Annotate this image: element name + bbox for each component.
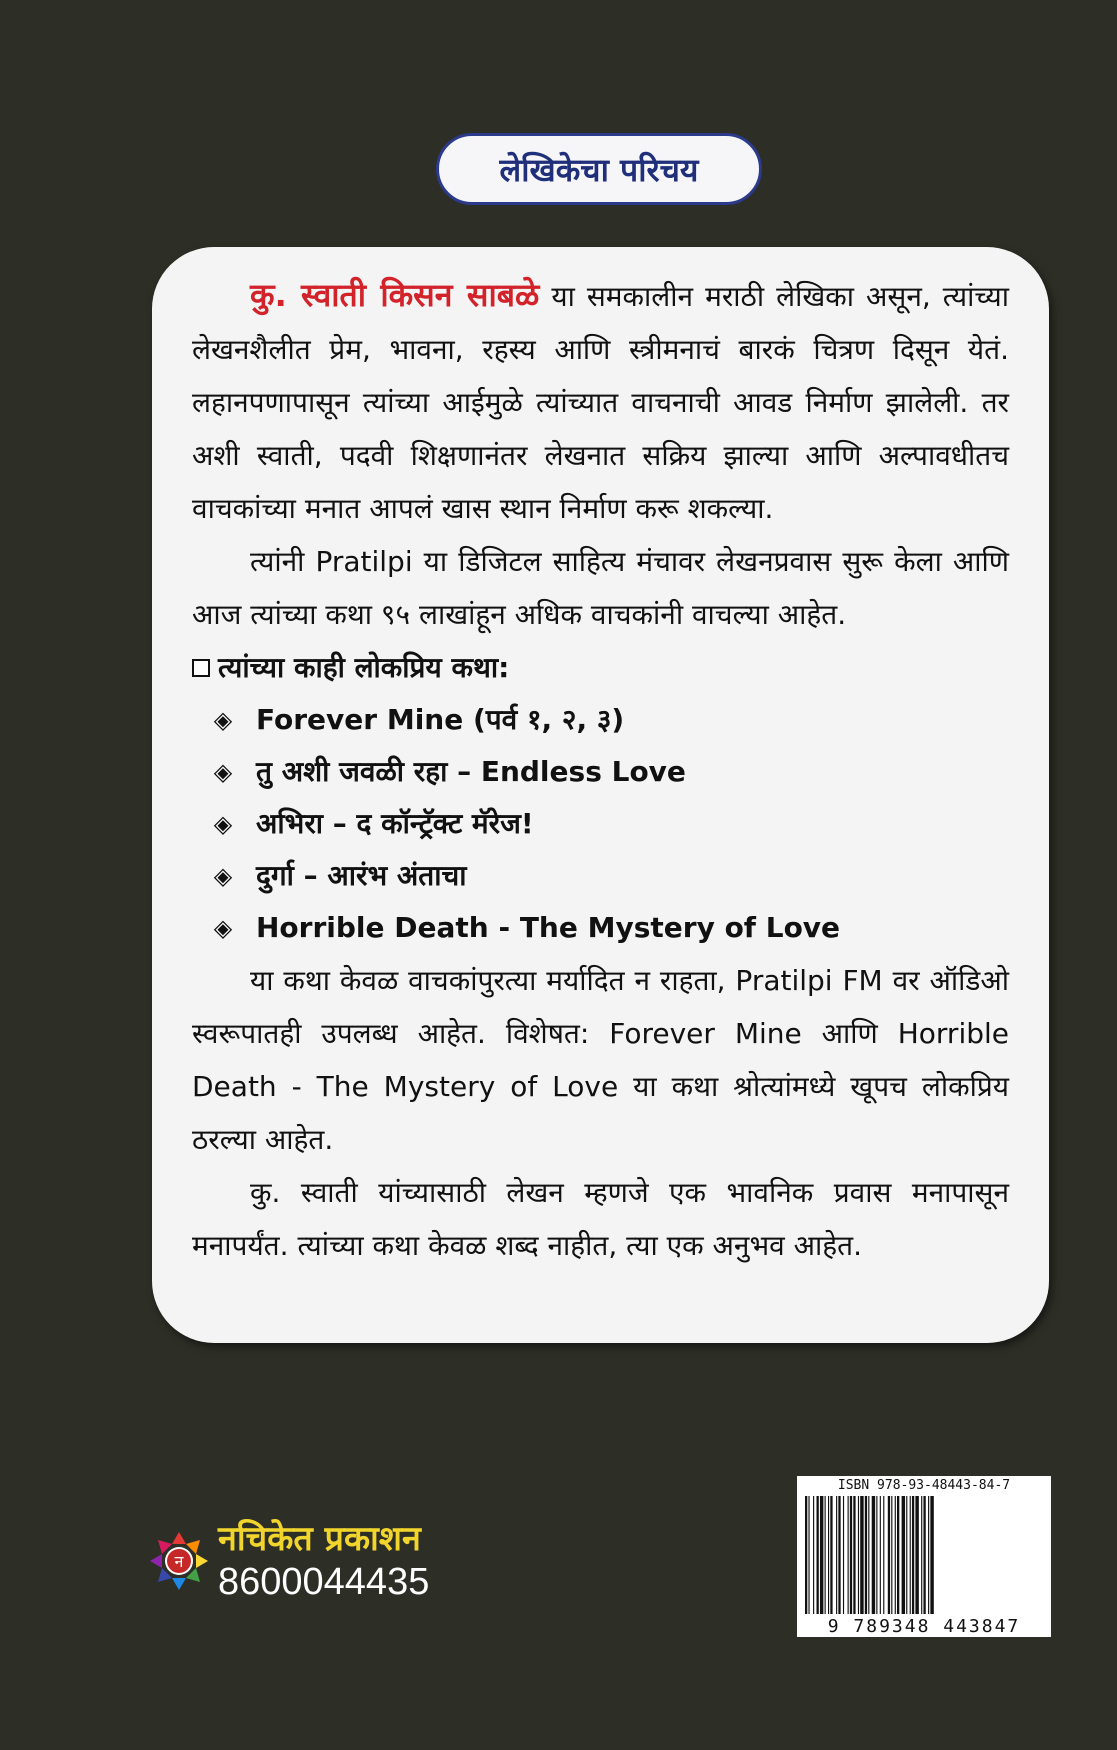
story-title: अभिरा – द कॉन्ट्रॅक्ट मॅरेज! [256, 807, 534, 840]
publisher-logo-icon [148, 1530, 210, 1592]
author-bio-card [152, 247, 1049, 1343]
logo-letter: न [174, 1552, 184, 1571]
diamond-bullet-icon: ◈ [213, 706, 233, 734]
author-name: कु. स्वाती किसन साबळे [250, 276, 540, 314]
bio-paragraph-1 [192, 269, 1009, 535]
list-item [210, 902, 1009, 954]
barcode-bars [805, 1496, 1043, 1614]
bio-paragraph-4: कु. स्वाती यांच्यासाठी लेखन म्हणजे एक भावनिक प्रवास मनापासून मनापर्यंत. त्यांच्या कथा केवळ शब्द नाहीत, त्या एक अनुभव आहेत. [192, 1176, 1009, 1262]
checkbox-icon [192, 659, 210, 677]
story-title: तु अशी जवळी रहा – Endless Love [256, 755, 686, 788]
publisher-name: नचिकेत प्रकाशन [218, 1519, 421, 1559]
list-item [210, 694, 1009, 746]
isbn-label: ISBN 978-93-48443-84-7 [837, 1478, 1011, 1493]
publisher-phone: 8600044435 [218, 1561, 430, 1603]
stories-heading [192, 641, 1009, 694]
bio-paragraph-1-text: या समकालीन मराठी लेखिका असून, त्यांच्या लेखनशैलीत प्रेम, भावना, रहस्य आणि स्त्रीमनाचं बारकं चित्रण दिसून येतं. लहानपणापासून त्यांच्या आईमुळे त्यांच्यात वाचनाची आवड निर्माण झालेली. तर अशी स्वाती, पदवी शिक्षणानंतर लेखनात सक्रिय झाल्या आणि अल्पावधीतच वाचकांच्या मनात आपलं खास स्थान निर्माण करू शकल्या. [192, 280, 1009, 525]
story-title: Forever Mine (पर्व १, २, ३) [256, 703, 625, 736]
publisher-block [148, 1518, 429, 1604]
bio-paragraph-2: त्यांनी Pratilpi या डिजिटल साहित्य मंचावर लेखनप्रवास सुरू केला आणि आज त्यांच्या कथा ९५ लाखांहून अधिक वाचकांनी वाचल्या आहेत. [192, 545, 1009, 631]
story-title: दुर्गा – आरंभ अंताचा [256, 859, 467, 892]
bio-paragraph-3: या कथा केवळ वाचकांपुरत्या मर्यादित न राहता, Pratilpi FM वर ऑडिओ स्वरूपातही उपलब्ध आहेत. विशेषत: Forever Mine आणि Horrible Death - The Mystery of Love या कथा श्रोत्यांमध्ये खूपच लोकप्रिय ठरल्या आहेत. [192, 964, 1009, 1156]
stories-heading-text: त्यांच्या काही लोकप्रिय कथा: [218, 651, 510, 684]
diamond-bullet-icon: ◈ [213, 914, 233, 942]
stories-list [192, 694, 1009, 954]
diamond-bullet-icon: ◈ [213, 758, 233, 786]
isbn-barcode [797, 1476, 1051, 1637]
diamond-bullet-icon: ◈ [213, 810, 233, 838]
diamond-bullet-icon: ◈ [213, 862, 233, 890]
section-title: लेखिकेचा परिचय [436, 133, 762, 205]
list-item [210, 798, 1009, 850]
story-title: Horrible Death - The Mystery of Love [256, 911, 841, 944]
list-item [210, 850, 1009, 902]
list-item [210, 746, 1009, 798]
isbn-digits: 9 789348 443847 [827, 1616, 1021, 1637]
